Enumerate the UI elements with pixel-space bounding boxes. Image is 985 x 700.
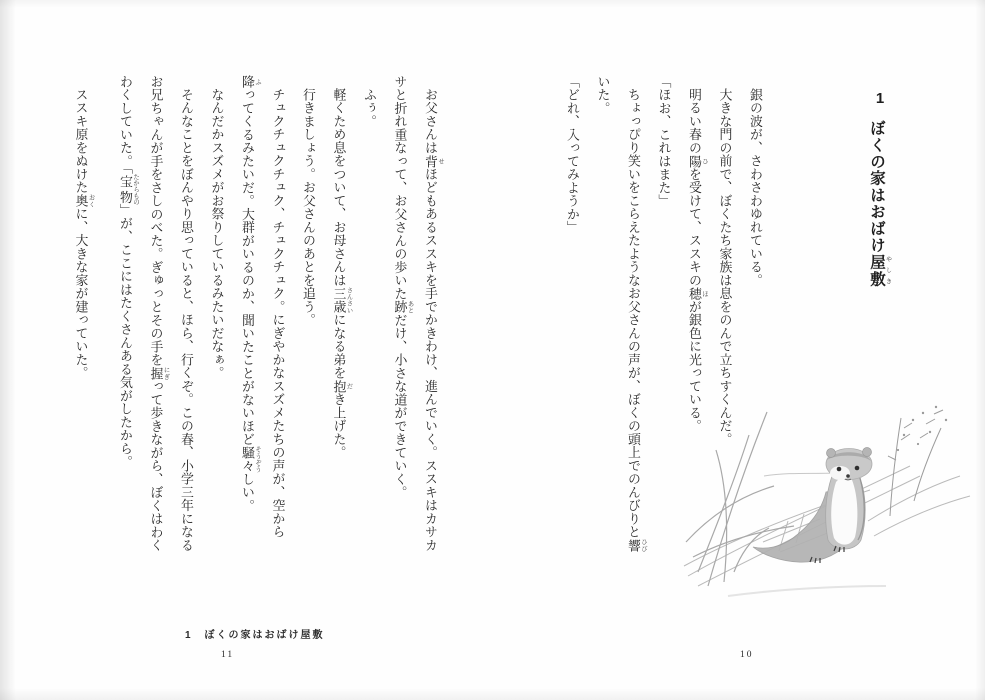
text-column: そんなことをぼんやり思っていると、ほら、行くぞ。この春、小学三年になる: [179, 88, 193, 553]
weasel-illustration: [668, 380, 978, 610]
text-column: ふぅ。: [362, 88, 376, 129]
page-edge-left: [0, 0, 16, 700]
page-number-left: 11: [221, 650, 235, 660]
text-column: 「ほお、これはまた」: [656, 75, 671, 208]
text-column: 降 ふってくるみたいだ。大群がいるのか、聞いたことがないほど騒々 そうぞうしい。: [240, 75, 261, 513]
text-column: 大きな門の前で、ぼくたち家族は息をのんで立ちすくんだ。: [717, 88, 732, 447]
text-column: お兄ちゃんが手をさしのべた。ぎゅっとその手を握 にぎって歩きながら、ぼくはわく: [148, 75, 170, 552]
page-edge-top: [0, 0, 985, 8]
text-column: 軽くため息をついて、お母さんは三歳 さんさいになる弟を抱 だき上げた。: [331, 88, 353, 460]
page-number-right: 10: [740, 650, 754, 660]
text-column: 行きましょう。お父さんのあとを追う。: [301, 88, 315, 327]
text-column: 明るい春の陽 ひを受けて、ススキの穂 ほが銀色に光っている。: [687, 88, 708, 433]
chapter-title: ぼくの家はおばけ屋敷 やしき: [868, 120, 891, 288]
left-page-text: [65, 75, 445, 552]
text-column: 「どれ、入ってみようか」: [565, 75, 579, 234]
text-column: チュクチュクチュク、チュクチュク。にぎやかなスズメたちの声が、空から: [270, 88, 285, 539]
text-column: 銀の波が、さわさわゆれている。: [748, 88, 762, 288]
chapter-number: 1: [875, 90, 885, 107]
text-column: わくしていた。「宝物 たからもの」が、ここにはたくさんある気がしたから。: [118, 75, 139, 469]
page-edge-bottom: [0, 688, 985, 700]
running-header: 1 ぼくの家はおばけ屋敷: [185, 630, 325, 641]
text-column: なんだかスズメがお祭りしているみたいだなぁ。: [209, 88, 224, 380]
text-column: サと折れ重なって、お父さんの歩いた跡 あとだけ、小さな道ができていく。: [392, 75, 414, 499]
text-column: ススキ原をぬけた奥 おくに、大きな家が建っていた。: [73, 88, 95, 380]
text-column: いた。: [595, 75, 610, 115]
text-column: ちょっぴり笑いをこらえたようなお父さんの声が、ぼくの頭上でのんびりと響 ひび: [626, 88, 647, 553]
text-column: お父さんは背 せほどもあるススキを手でかきわけ、進んでいく。ススキはカサカ: [423, 88, 444, 553]
